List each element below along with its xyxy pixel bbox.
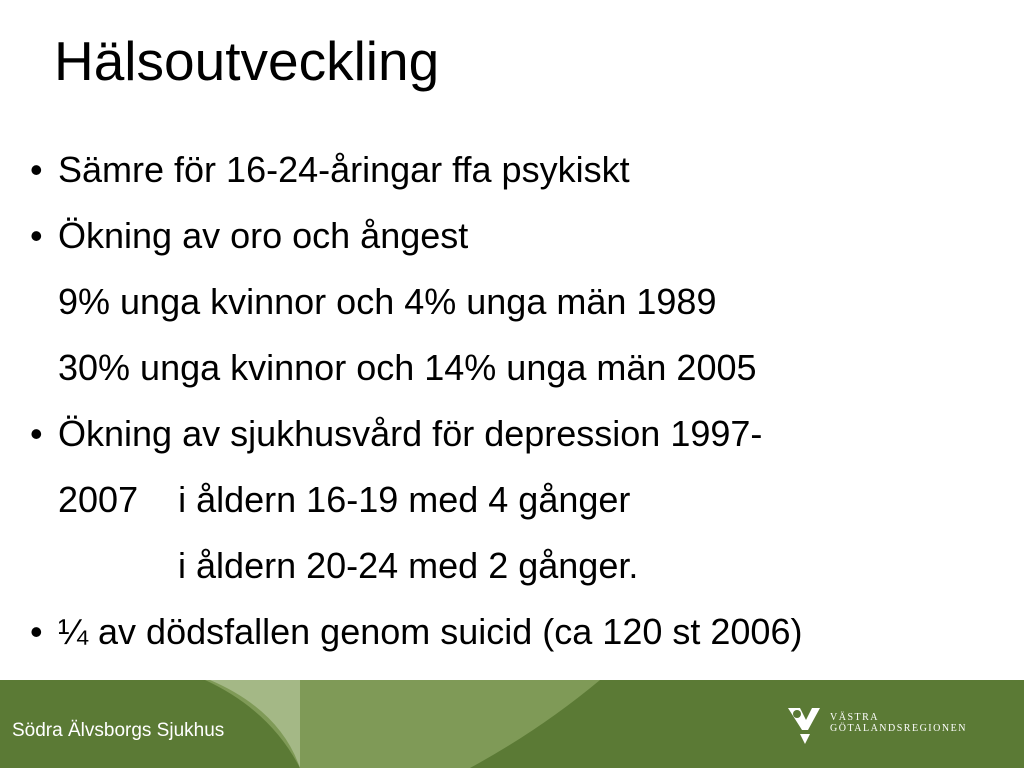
bullet-text: Ökning av oro och ångest (58, 215, 469, 256)
sub-text: i åldern 20-24 med 2 gånger. (58, 545, 639, 586)
bullet-marker: • (30, 611, 43, 652)
hospital-name: Södra Älvsborgs Sjukhus (12, 720, 225, 741)
bullet-line (30, 214, 468, 258)
vgr-logo (786, 704, 976, 748)
bullet-text: ¼ av dödsfallen genom suicid (ca 120 st 2006) (58, 611, 803, 652)
slide-title: Hälsoutveckling (54, 30, 440, 92)
vgr-logo-icon (786, 704, 830, 748)
bullet-marker: • (30, 215, 43, 256)
bullet-line (30, 412, 762, 456)
vgr-logo-text (830, 712, 967, 734)
sub-line (30, 544, 638, 588)
logo-line-2: GÖTALANDSREGIONEN (830, 723, 967, 734)
sub-text: 30% unga kvinnor och 14% unga män 2005 (58, 347, 757, 388)
sub-line (30, 280, 716, 324)
bullet-marker: • (30, 149, 43, 190)
bullet-line (30, 610, 802, 654)
sub-line (30, 346, 757, 390)
sub-line (30, 478, 630, 522)
bullet-text: Sämre för 16-24-åringar ffa psykiskt (58, 149, 630, 190)
logo-line-1: VÄSTRA (830, 712, 880, 723)
bullet-line (30, 148, 630, 192)
bullet-marker: • (30, 413, 43, 454)
bullet-text: Ökning av sjukhusvård för depression 1997- (58, 413, 763, 454)
sub-text: 2007 i åldern 16-19 med 4 gånger (58, 479, 631, 520)
sub-text: 9% unga kvinnor och 4% unga män 1989 (58, 281, 717, 322)
